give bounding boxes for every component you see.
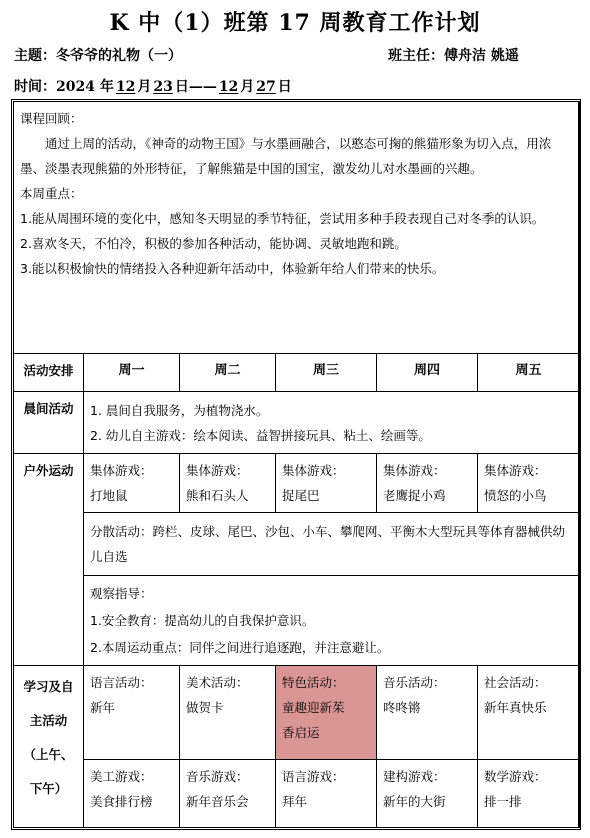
learning-tuesday-pm [180,760,276,828]
activity-title: 语言游戏： [282,769,345,784]
game-title: 集体游戏： [90,463,153,478]
outdoor-group-row [14,454,580,513]
game-name: 老鹰捉小鸡 [383,488,446,503]
month-unit-2: 月 [240,79,255,95]
focus-item: 3.能以积极愉快的情绪投入各种迎新年活动中，体验新年给人们带来的快乐。 [20,261,445,276]
group-game-friday [478,454,580,513]
start-day: 23 [153,79,173,95]
review-row [14,102,580,354]
day-monday: 周一 [84,354,180,392]
day-friday: 周五 [478,354,580,392]
focus-item: 1.能从周围环境的变化中，感知冬天明显的季节特征，尝试用多种手段表现自己对冬季的认识。 [20,211,545,226]
day-unit-2: 日 [277,79,292,95]
day-unit-1: 日 [174,79,189,95]
game-title: 集体游戏： [282,463,345,478]
group-game-thursday [377,454,478,513]
activity-title: 音乐游戏： [186,769,249,784]
game-title: 集体游戏： [484,463,547,478]
morning-line: 1. 晨间自我服务，为植物浇水。 [90,402,269,418]
learning-friday-am [478,666,580,760]
morning-line: 2. 幼儿自主游戏：绘本阅读、益智拼接玩具、粘土、绘画等。 [90,427,431,443]
topic-value: 冬爷爷的礼物（一） [56,48,182,64]
activity-name: 美食排行榜 [90,794,153,809]
activity-title: 数学游戏： [484,769,547,784]
schedule-label: 活动安排 [14,354,84,392]
learning-label [14,666,84,828]
focus-heading: 本周重点： [20,186,83,201]
month-unit-1: 月 [137,79,152,95]
activity-name: 排一排 [484,794,522,809]
review-heading: 课程回顾： [20,111,83,126]
teacher-label: 班主任： [388,48,444,64]
group-game-wednesday [276,454,377,513]
morning-row [14,392,580,454]
group-game-monday [84,454,180,513]
activity-name: 新年真快乐 [484,700,547,715]
game-title: 集体游戏： [383,463,446,478]
activity-title: 美工游戏： [90,769,153,784]
schedule-header-row [14,354,580,392]
morning-label: 晨间活动 [14,392,84,454]
learning-friday-pm [478,760,580,828]
learning-tuesday-am [180,666,276,760]
date-dash: —— [188,79,217,95]
time-year: 2024 年 [56,79,114,95]
observe-item: 2.本周运动重点：同伴之间进行追逐跑，并注意避让。 [90,640,390,655]
activity-name: 做贺卡 [186,700,224,715]
outdoor-scattered-row [14,513,580,576]
page-title: K 中（1）班第 17 周教育工作计划 [109,10,481,36]
scattered-cell [84,513,580,576]
end-month: 12 [218,79,239,95]
learning-monday-am [84,666,180,760]
focus-item: 2.喜欢冬天，不怕冷，积极的参加各种活动，能协调、灵敏地跑和跳。 [20,236,407,251]
learning-label-line: （上午、 [23,747,74,762]
learning-wednesday-am-special [276,666,377,760]
activity-name: 童趣迎新茱香启运 [282,700,345,740]
weekly-plan-table [13,101,580,828]
activity-title: 特色活动： [282,675,345,690]
learning-morning-row [14,666,580,760]
morning-cell [84,392,580,454]
teacher-names: 傅舟洁 姚遥 [444,48,519,64]
game-name: 捉尾巴 [282,488,320,503]
day-tuesday: 周二 [180,354,276,392]
outdoor-label: 户外运动 [14,454,84,666]
review-cell [14,102,580,354]
learning-label-line: 主活动 [29,713,68,728]
day-thursday: 周四 [377,354,478,392]
activity-name: 新年 [90,700,116,715]
learning-thursday-pm [377,760,478,828]
game-title: 集体游戏： [186,463,249,478]
time-line [14,76,292,96]
activity-title: 建构游戏： [383,769,446,784]
activity-name: 拜年 [282,794,308,809]
group-game-tuesday [180,454,276,513]
time-label: 时间： [14,79,56,95]
observe-heading: 观察指导： [90,586,153,601]
observe-cell [84,576,580,666]
learning-label-line: 学习及自 [23,679,74,694]
learning-monday-pm [84,760,180,828]
outdoor-observe-row [14,576,580,666]
learning-thursday-am [377,666,478,760]
activity-title: 音乐活动： [383,675,446,690]
game-name: 打地鼠 [90,488,128,503]
activity-title: 语言活动： [90,675,153,690]
start-month: 12 [115,79,136,95]
game-name: 愤怒的小鸟 [484,488,547,503]
teacher-line [388,45,519,65]
topic-line [14,45,182,65]
learning-afternoon-row [14,760,580,828]
review-text: 通过上周的活动，《神奇的动物王国》与水墨画融合，以憨态可掬的熊猫形象为切入点，用浓墨、淡墨表现熊猫的外形特征，了解熊猫是中国的国宝，激发幼儿对水墨画的兴趣。 [20,136,552,176]
end-day: 27 [256,79,276,95]
activity-name: 新年音乐会 [186,794,249,809]
learning-wednesday-pm [276,760,377,828]
activity-name: 咚咚锵 [383,700,421,715]
activity-title: 社会活动： [484,675,547,690]
observe-item: 1.安全教育：提高幼儿的自我保护意识。 [90,613,315,628]
scattered-text: 分散活动：跨栏、皮球、尾巴、沙包、小车、攀爬网、平衡木大型玩具等体育器械供幼儿自选 [90,524,566,564]
game-name: 熊和石头人 [186,488,249,503]
activity-title: 美术活动： [186,675,249,690]
activity-name: 新年的大街 [383,794,446,809]
day-wednesday: 周三 [276,354,377,392]
learning-label-line: 下午） [29,781,68,796]
topic-label: 主题： [14,48,56,64]
